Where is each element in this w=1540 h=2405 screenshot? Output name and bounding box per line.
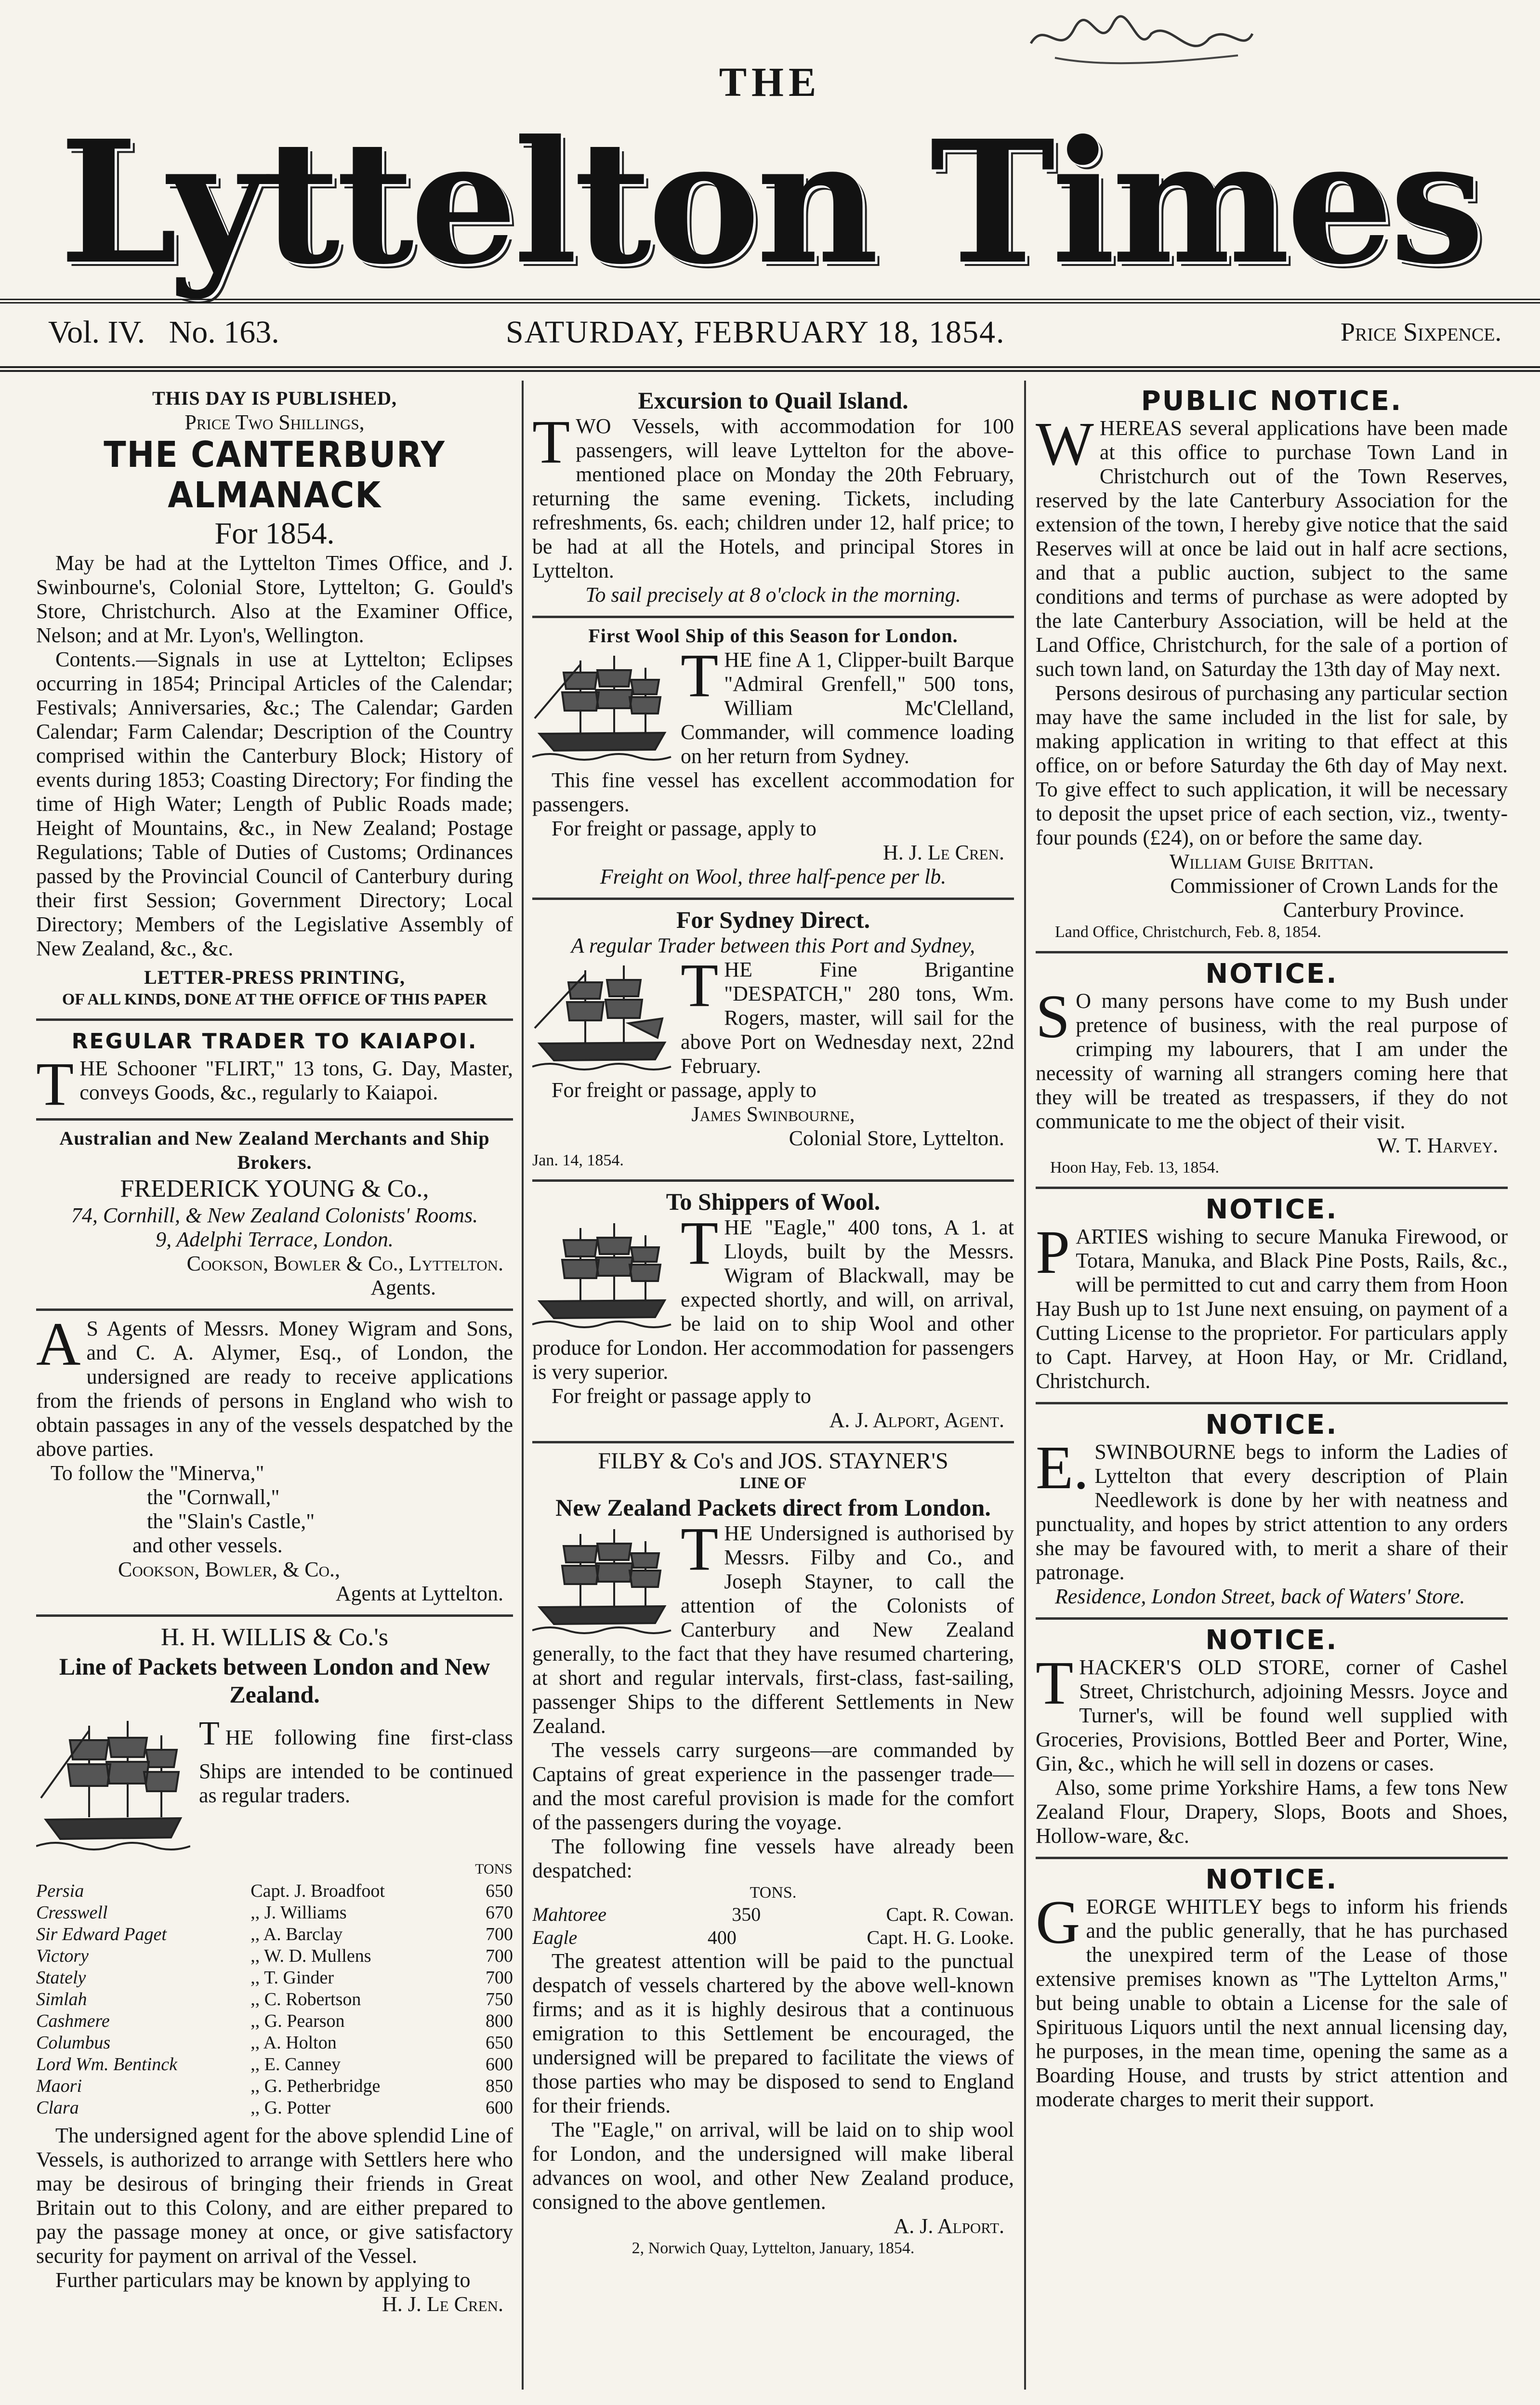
wigram-body: S Agents of Messrs. Money Wigram and Sons, and C. A. Alymer, Esq., of London, the undersigned are ready to receive applications from the friends of persons in England who wish to obtain passages in any of the vessels despatched by the above parties. bbox=[36, 1317, 513, 1461]
masthead-the: THE bbox=[719, 59, 821, 105]
fleet-header-row bbox=[36, 1858, 513, 1880]
almanack-advert bbox=[36, 381, 513, 1021]
fleet-master: ,, G. Pearson bbox=[250, 2011, 345, 2031]
merchants-heading: Australian and New Zealand Merchants and Ship Brokers. bbox=[59, 1127, 490, 1173]
public-notice-sig-1: William Guise Brittan. bbox=[1169, 850, 1374, 873]
wigram-ship-2: the "Cornwall," bbox=[147, 1485, 280, 1509]
issue-price: Price Sixpence. bbox=[1340, 317, 1501, 346]
vessel-tons: 350 bbox=[732, 1903, 761, 1925]
column-rule-1 bbox=[522, 381, 524, 2390]
harvey-notice-heading: NOTICE. bbox=[1205, 958, 1338, 990]
merchants-agents-2: Agents. bbox=[370, 1276, 436, 1299]
wigram-advert bbox=[36, 1311, 513, 1617]
fleet-master: ,, E. Canney bbox=[250, 2054, 341, 2075]
column-rule-2 bbox=[1024, 381, 1026, 2390]
public-notice-sig-3: Canterbury Province. bbox=[1283, 898, 1464, 922]
almanack-title: THE CANTERBURY ALMANACK bbox=[104, 434, 446, 516]
wool-ship-advert bbox=[532, 618, 1014, 900]
fleet-ship-name: Columbus bbox=[36, 2033, 111, 2053]
sydney-sig-2: Colonial Store, Lyttelton. bbox=[789, 1126, 1004, 1150]
fleet-ship-name: Sir Edward Paget bbox=[36, 1924, 167, 1944]
fleet-master: ,, A. Barclay bbox=[250, 1924, 343, 1944]
willis-advert bbox=[36, 1617, 513, 2325]
wigram-others: and other vessels. bbox=[132, 1533, 283, 1557]
fleet-row bbox=[36, 1902, 513, 1924]
fleet-row bbox=[36, 2054, 513, 2075]
ship-illustration bbox=[532, 961, 672, 1071]
wool-sig: H. J. Le Cren. bbox=[882, 841, 1004, 864]
kaiapoi-body: HE Schooner "FLIRT," 13 tons, G. Day, Master, conveys Goods, &c., regularly to Kaiapoi. bbox=[79, 1057, 513, 1104]
willis-sig: H. J. Le Cren. bbox=[382, 2292, 503, 2316]
wool-dropcap: T bbox=[681, 641, 719, 710]
wool-apply: For freight or passage, apply to bbox=[552, 817, 816, 840]
fleet-tons: 700 bbox=[486, 1946, 513, 1966]
harvey-notice bbox=[1036, 953, 1508, 1189]
merchants-agents-1: Cookson, Bowler & Co., Lyttelton. bbox=[186, 1252, 503, 1275]
quail-heading: Excursion to Quail Island. bbox=[638, 387, 908, 414]
public-notice-sig-2: Commissioner of Crown Lands for the bbox=[1170, 874, 1498, 898]
volume-number bbox=[48, 314, 279, 351]
ship-illustration bbox=[532, 651, 672, 762]
shippers-sig: A. J. Alport, Agent. bbox=[829, 1408, 1004, 1432]
sydney-dropcap: T bbox=[681, 951, 719, 1019]
fleet-master: ,, T. Ginder bbox=[250, 1968, 334, 1988]
almanack-where: May be had at the Lyttelton Times Office, and J. Swinbourne's, Colonial Store, Lyttelton; G. Gould's Store, Christchurch. Also at the Examiner Office, Nelson; and at Mr. Lyon's, Wellington. bbox=[36, 551, 513, 647]
issue-number: No. 163. bbox=[169, 315, 279, 350]
harvey-body: O many persons have come to my Bush under pretence of business, with the real purpose of crimping my labourers, that I am under the necessity of warning all strangers coming here that they will be treated as trespassers, if they do not communicate to me the object of their visit. bbox=[1036, 989, 1508, 1133]
almanack-year: For 1854. bbox=[214, 516, 335, 550]
fleet-row bbox=[36, 1924, 513, 1945]
fleet-tons: 800 bbox=[486, 2011, 513, 2031]
fleet-tons: 700 bbox=[486, 1968, 513, 1988]
thacker-notice bbox=[1036, 1620, 1508, 1859]
fleet-row bbox=[36, 1880, 513, 1902]
vessel-tons: 400 bbox=[707, 1927, 737, 1948]
wigram-dropcap: A bbox=[36, 1310, 81, 1378]
harvey-date: Hoon Hay, Feb. 13, 1854. bbox=[1050, 1159, 1219, 1176]
vessel-name: Mahtoree bbox=[532, 1903, 607, 1925]
sydney-apply: For freight or passage, apply to bbox=[552, 1078, 816, 1102]
fleet-master: ,, A. Holton bbox=[250, 2033, 337, 2053]
whitley-dropcap: G bbox=[1036, 1888, 1080, 1956]
fleet-master: ,, W. D. Mullens bbox=[250, 1946, 371, 1966]
sydney-heading: For Sydney Direct. bbox=[676, 906, 870, 933]
filby-advert bbox=[532, 1443, 1014, 2267]
public-notice-body: HEREAS several applications have been made at this office to purchase Town Land in Christchurch out of the Town Reserves, reserved by the late Canterbury Association for the extension of the town, I hereby give notice that the said Reserves will at once be laid out in half acre sections, and that a public auction, subject to the same conditions and terms of purchase as were adopted by the late Canterbury Association, will be held at the Land Office, Christchurch, for the sale of a portion of such town land, on Saturday the 13th day of May next. bbox=[1036, 416, 1508, 681]
fleet-row bbox=[36, 1945, 513, 1967]
willis-intro: HE following fine first-class Ships are intended to be continued as regular traders. bbox=[199, 1726, 513, 1807]
willis-firm: H. H. WILLIS & Co.'s bbox=[160, 1624, 389, 1651]
fleet-row bbox=[36, 2010, 513, 2032]
shippers-heading: To Shippers of Wool. bbox=[666, 1188, 881, 1215]
fleet-ship-name: Lord Wm. Bentinck bbox=[36, 2054, 178, 2075]
filby-body: HE Undersigned is authorised by Messrs. Filby and Co., and Joseph Stayner, to call the attention of the Colonists of Canterbury and New Zealand generally, to the fact that they have resumed chartering, at short and regular intervals, first-class, fast-sailing, passenger Ships to the different Settlements in New Zealand. bbox=[532, 1521, 1014, 1738]
whitley-notice bbox=[1036, 1859, 1508, 2120]
public-notice-p2: Persons desirous of purchasing any particular section may have the same included in the list for sale, by making application in writing to that effect at this office, on or before Saturday the 6th day of May next. To give effect to such application, it will be necessary to deposit the upset price of each section, viz., twenty-four pounds (£24), on or before the same day. bbox=[1036, 681, 1508, 849]
wigram-follow: To follow the "Minerva," bbox=[51, 1461, 264, 1485]
thacker-p2: Also, some prime Yorkshire Hams, a few tons New Zealand Flour, Drapery, Slops, Boots and Shoes, Hollow-ware, &c. bbox=[1036, 1776, 1508, 1848]
filby-vessels-list bbox=[532, 1903, 1014, 1949]
almanack-published: THIS DAY IS PUBLISHED, bbox=[152, 387, 397, 409]
fleet-tons-label: TONS bbox=[475, 1861, 513, 1877]
public-notice-date: Land Office, Christchurch, Feb. 8, 1854. bbox=[1055, 923, 1321, 941]
manuka-dropcap: P bbox=[1036, 1218, 1070, 1286]
wool-accommodation: This fine vessel has excellent accommodation for passengers. bbox=[532, 768, 1014, 816]
almanack-contents: Contents.—Signals in use at Lyttelton; Eclipses occurring in 1854; Principal Articles of the Calendar; Festivals; Anniversaries, &c.; The Calendar; Garden Calendar; Farm Calendar; Description of the Country comprised within the Canterbury Block; History of events during 1853; Coasting Directory; For finding the time of High Water; Length of Public Roads made; Height of Mountains, &c., in New Zealand; Postage Regulations; Table of Duties of Customs; Ordinances passed by the Provincial Council of Canterbury during their first Session; Government Directory; Local Directory; Members of the Legislative Assembly of New Zealand, &c., &c. bbox=[36, 648, 513, 960]
fleet-tons: 850 bbox=[486, 2076, 513, 2096]
quail-dropcap: T bbox=[532, 408, 570, 476]
swinbourne-notice bbox=[1036, 1404, 1508, 1620]
filby-address: 2, Norwich Quay, Lyttelton, January, 1854. bbox=[632, 2239, 915, 2257]
manuka-notice bbox=[1036, 1189, 1508, 1404]
fleet-tons: 670 bbox=[486, 1903, 513, 1923]
willis-further: Further particulars may be known by applying to bbox=[55, 2268, 471, 2292]
column-left bbox=[36, 381, 513, 2394]
sydney-date: Jan. 14, 1854. bbox=[532, 1151, 624, 1169]
fleet-row bbox=[36, 2075, 513, 2097]
letterpress-office: OF ALL KINDS, DONE AT THE OFFICE OF THIS PAPER bbox=[62, 991, 487, 1008]
kaiapoi-advert bbox=[36, 1021, 513, 1121]
vessel-row bbox=[532, 1926, 1014, 1949]
sydney-sig-1: James Swinbourne, bbox=[691, 1102, 855, 1126]
wool-heading: First Wool Ship of this Season for London. bbox=[588, 625, 958, 647]
volume: Vol. IV. bbox=[48, 315, 145, 350]
wigram-ship-3: the "Slain's Castle," bbox=[147, 1509, 315, 1533]
vessel-row bbox=[532, 1903, 1014, 1926]
ship-illustration bbox=[36, 1711, 190, 1856]
wool-freight: Freight on Wool, three half-pence per lb. bbox=[600, 865, 947, 888]
shippers-apply: For freight or passage apply to bbox=[552, 1384, 811, 1408]
almanack-price: Price Two Shillings, bbox=[184, 410, 365, 434]
filby-heading-2: New Zealand Packets direct from London. bbox=[555, 1494, 991, 1521]
merchants-firm: FREDERICK YOUNG & Co., bbox=[120, 1175, 429, 1202]
fleet-tons: 600 bbox=[486, 2098, 513, 2118]
manuka-notice-heading: NOTICE. bbox=[1205, 1194, 1338, 1225]
fleet-ship-name: Clara bbox=[36, 2098, 79, 2118]
fleet-ship-name: Cashmere bbox=[36, 2011, 110, 2031]
swinbourne-notice-heading: NOTICE. bbox=[1205, 1409, 1338, 1440]
fleet-ship-name: Victory bbox=[36, 1946, 89, 1966]
wool-body: HE fine A 1, Clipper-built Barque "Admiral Grenfell," 500 tons, William Mc'Clelland, Commander, will commence loading on her return from Sydney. bbox=[681, 648, 1014, 768]
whitley-body: EORGE WHITLEY begs to inform his friends and the public generally, that he has purchased the unexpired term of the Lease of those extensive premises known as "The Lyttelton Arms," but being unable to obtain a License for the sale of Spirituous Liquors until the next annual licensing day, he purposes, in the mean time, opening the same as a Boarding House, and trusts by strict attention and moderate charges to merit their support. bbox=[1036, 1895, 1508, 2111]
kaiapoi-heading: REGULAR TRADER TO KAIAPOI. bbox=[71, 1029, 478, 1054]
shippers-body: HE "Eagle," 400 tons, A 1. at Lloyds, built by the Messrs. Wigram of Blackwall, may be expected shortly, and will, on arrival, be laid on to ship Wool and other produce for London. Her accommodation for passengers is very superior. bbox=[532, 1216, 1014, 1384]
ship-illustration bbox=[532, 1218, 672, 1329]
fleet-tons: 750 bbox=[486, 1989, 513, 2009]
thacker-dropcap: T bbox=[1036, 1649, 1074, 1717]
filby-p3: The following fine vessels have already been despatched: bbox=[532, 1835, 1014, 1882]
filby-heading-1: FILBY & Co's and JOS. STAYNER'S bbox=[598, 1448, 948, 1474]
fleet-row bbox=[36, 1967, 513, 1989]
kaiapoi-dropcap: T bbox=[36, 1050, 74, 1118]
fleet-master: ,, J. Williams bbox=[250, 1903, 347, 1923]
vessel-name: Eagle bbox=[532, 1927, 578, 1948]
harvey-sig: W. T. Harvey. bbox=[1377, 1134, 1498, 1157]
sydney-sub: A regular Trader between this Port and Sydney, bbox=[571, 934, 975, 957]
fleet-master: ,, C. Robertson bbox=[250, 1989, 361, 2009]
vessel-master: Capt. R. Cowan. bbox=[886, 1903, 1014, 1925]
filby-p5: The "Eagle," on arrival, will be laid on to ship wool for London, and the undersigned will make liberal advances on wool, and other New Zealand produce, consigned to the above gentlemen. bbox=[532, 2118, 1014, 2214]
harvey-dropcap: S bbox=[1036, 982, 1070, 1051]
filby-sig: A. J. Alport. bbox=[894, 2214, 1004, 2238]
whitley-notice-heading: NOTICE. bbox=[1205, 1864, 1338, 1895]
fleet-ship-name: Stately bbox=[36, 1968, 86, 1988]
public-notice-dropcap: W bbox=[1036, 410, 1094, 478]
wigram-sig-1: Cookson, Bowler, & Co., bbox=[118, 1558, 341, 1581]
filby-p4: The greatest attention will be paid to the punctual despatch of vessels chartered by the above well-known firms; and as it is highly desirous that a continuous emigration to this Settlement be encouraged, the undersigned will be prepared to facilitate the views of those parties who may be disposed to send to England for their friends. bbox=[532, 1949, 1014, 2117]
vessel-master: Capt. H. G. Looke. bbox=[867, 1927, 1014, 1948]
filby-line-of: LINE OF bbox=[739, 1474, 807, 1492]
dateline-bar bbox=[0, 299, 1540, 372]
swinbourne-residence: Residence, London Street, back of Waters' Store. bbox=[1055, 1585, 1465, 1608]
merchants-address-1: 74, Cornhill, & New Zealand Colonists' Rooms. bbox=[71, 1203, 478, 1227]
thacker-body: HACKER'S OLD STORE, corner of Cashel Street, Christchurch, adjoining Messrs. Joyce and Turner's, will be found well supplied with Groceries, Provisions, Bottled Beer and Porter, Wine, Gin, &c., which he will sell in dozens or cases. bbox=[1036, 1655, 1508, 1775]
fleet-row bbox=[36, 2032, 513, 2054]
column-right bbox=[1036, 381, 1508, 2394]
column-middle bbox=[532, 381, 1014, 2394]
public-notice bbox=[1036, 381, 1508, 953]
fleet-ship-name: Maori bbox=[36, 2076, 82, 2096]
issue-date: SATURDAY, FEBRUARY 18, 1854. bbox=[506, 315, 1005, 350]
fleet-row bbox=[36, 1989, 513, 2010]
quail-advert bbox=[532, 381, 1014, 618]
masthead-title: Lyttelton Times bbox=[59, 103, 1481, 302]
quail-body: WO Vessels, with accommodation for 100 passengers, will leave Lyttelton for the above-mentioned place on Monday the 20th February, returning the same evening. Tickets, including refreshments, 6s. each; children under 12, half price; to be had at all the Hotels, and principal Stores in Lyttelton. bbox=[532, 414, 1014, 582]
fleet-tons: 700 bbox=[486, 1924, 513, 1944]
willis-body: The undersigned agent for the above splendid Line of Vessels, is authorized to arrange with Settlers here who may be desirous of bringing their friends in Great Britain out to this Colony, and are either prepared to pay the passage money at once, or give satisfactory security for payment on arrival of the Vessel. bbox=[36, 2124, 513, 2268]
public-notice-heading: PUBLIC NOTICE. bbox=[1141, 385, 1403, 417]
fleet-tons: 650 bbox=[486, 1881, 513, 1901]
thacker-notice-heading: NOTICE. bbox=[1205, 1625, 1338, 1656]
ship-illustration bbox=[532, 1524, 672, 1635]
quail-note: To sail precisely at 8 o'clock in the morning. bbox=[585, 583, 961, 607]
fleet-ship-name: Cresswell bbox=[36, 1903, 108, 1923]
fleet-tons: 600 bbox=[486, 2054, 513, 2075]
willis-heading: Line of Packets between London and New Zealand. bbox=[59, 1653, 490, 1708]
filby-p2: The vessels carry surgeons—are commanded by Captains of great experience in the passenger trade—and the most careful provision is made for the comfort of the passengers during the voyage. bbox=[532, 1738, 1014, 1834]
shippers-dropcap: T bbox=[681, 1209, 719, 1277]
letterpress-heading: LETTER-PRESS PRINTING, bbox=[144, 966, 406, 988]
filby-tons-label: TONS. bbox=[750, 1884, 797, 1902]
fleet-row bbox=[36, 2097, 513, 2119]
sydney-advert bbox=[532, 900, 1014, 1182]
fleet-ship-name: Simlah bbox=[36, 1989, 87, 2009]
sydney-body: HE Fine Brigantine "DESPATCH," 280 tons, Wm. Rogers, master, will sail for the above Port on Wednesday next, 22nd February. bbox=[681, 958, 1014, 1078]
swinbourne-dropcap: E. bbox=[1036, 1433, 1089, 1502]
filby-dropcap: T bbox=[681, 1515, 719, 1583]
fleet-ship-name: Persia bbox=[36, 1881, 84, 1901]
shippers-advert bbox=[532, 1182, 1014, 1443]
swinbourne-body: SWINBOURNE begs to inform the Ladies of Lyttelton that every description of Plain Needlework is done by her with neatness and punctuality, and hopes by strict attention to any orders she may be favoured with, to merit a share of their patronage. bbox=[1036, 1440, 1508, 1584]
fleet-master: Capt. J. Broadfoot bbox=[250, 1881, 385, 1901]
willis-fleet-table bbox=[36, 1858, 513, 2119]
fleet-master: ,, G. Petherbridge bbox=[250, 2076, 381, 2096]
fleet-tons: 650 bbox=[486, 2033, 513, 2053]
wigram-sig-2: Agents at Lyttelton. bbox=[335, 1582, 503, 1605]
fleet-master: ,, G. Potter bbox=[250, 2098, 331, 2118]
willis-dropcap: T bbox=[199, 1715, 220, 1752]
manuka-body: ARTIES wishing to secure Manuka Firewood, or Totara, Manuka, and Black Pine Posts, Rails, &c., will be permitted to cut and carry them from Hoon Hay Bush up to 1st June next ensuing, on payment of a Cutting License to the proprietor. For particulars apply to Capt. Harvey, at Hoon Hay, or Mr. Cridland, Christchurch. bbox=[1036, 1225, 1508, 1393]
merchants-advert bbox=[36, 1121, 513, 1311]
merchants-address-2: 9, Adelphi Terrace, London. bbox=[156, 1228, 394, 1251]
